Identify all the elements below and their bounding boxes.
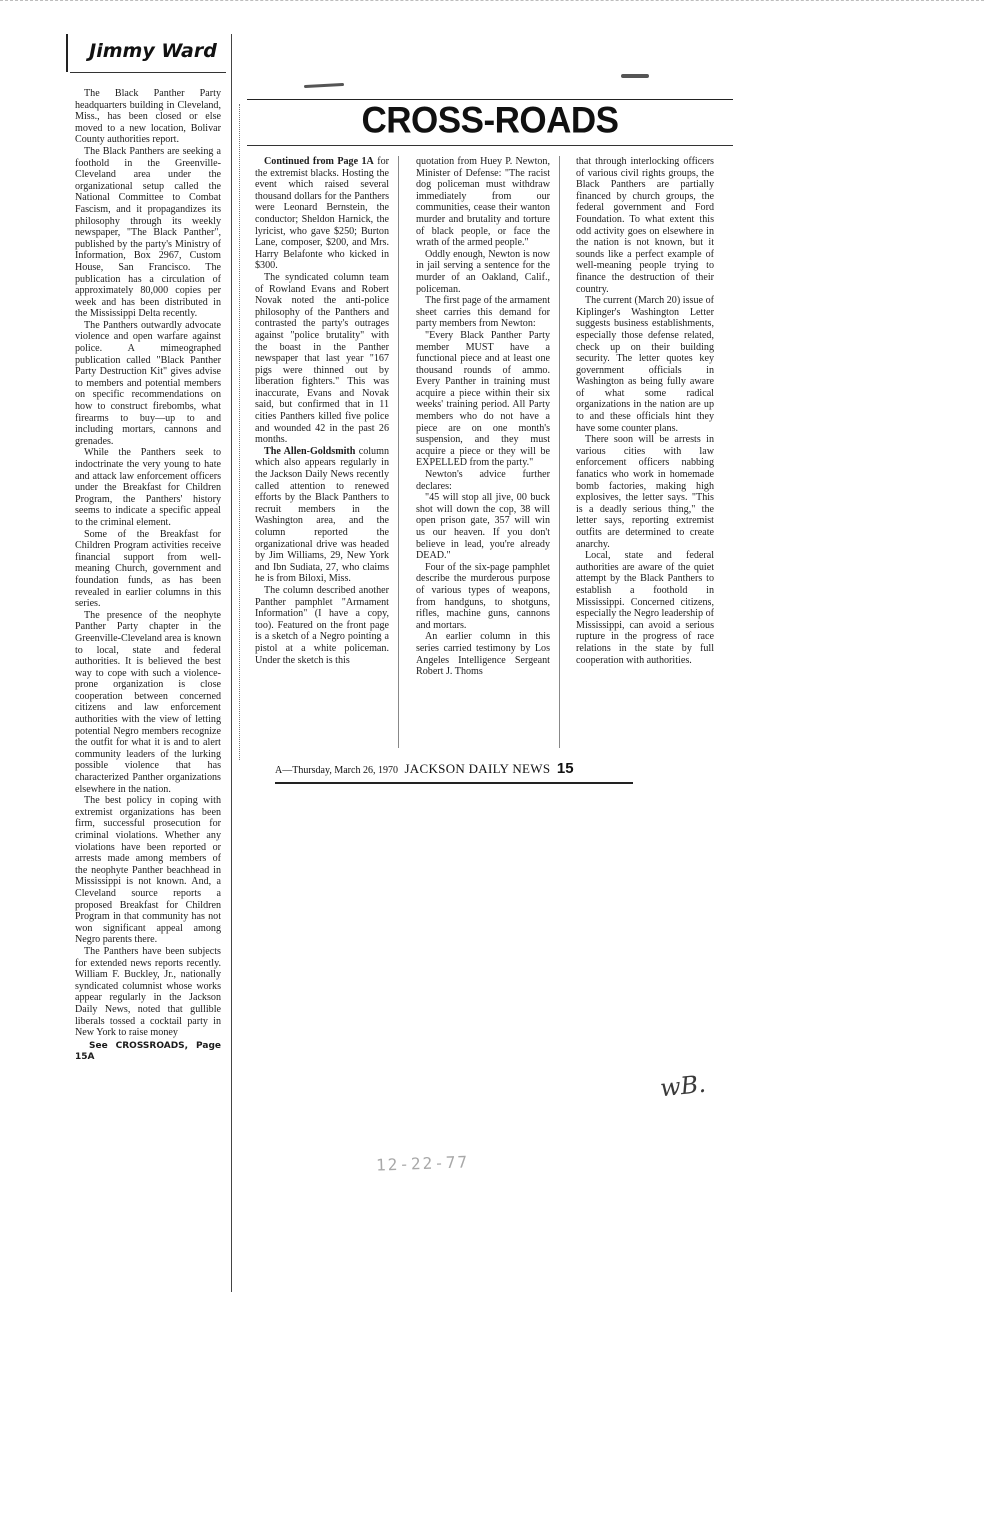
paragraph: The current (March 20) issue of Kiplinger's Washington Letter suggests business establishments, especially those defense related, check up on their building security. The letter quotes key government officials in Washington as being fully aware of what some radical organizations in the nation are up to and these officials hint they have some counter plans. [576,295,714,434]
paragraph: Local, state and federal authorities are aware of the quiet attempt by the Black Panthers to establish a foothold in Mississippi. Concerned citizens, especially the Negro leadership of Mississippi, can avoid a serious rupture in the progress of race relations in the state by full cooperation with authorities. [576,550,714,666]
paragraph: The syndicated column team of Rowland Evans and Robert Novak noted the anti-police philosophy of the Panthers and contrasted the party's outrages against "police brutality" with the boast in the Panther newspaper that last year "167 pigs were thinned out by liberation fighters." This was inaccurate, Evans and Novak said, but confirmed that in 11 cities Panthers killed five police and wounded 42 in the past 26 months. [255,271,389,446]
paragraph [255,156,389,272]
handwritten-date: 12-22-77 [375,1152,470,1175]
article-column-3 [576,156,714,666]
paragraph: "Every Black Panther Party member MUST have a functional piece and at least one thousand rounds of ammo. Every Panther in training must acquire a piece within their six weeks' training period. All Party members who do not have a piece are on one month's suspension, and they must acquire a piece or they will be EXPELLED from the party." [416,329,550,469]
page-top-border [0,0,984,1]
paragraph: The column described another Panther pamphlet "Armament Information" (I have a copy, too). Featured on the front page is a sketch of a Negro pointing a pistol at a white policeman. Under the sketch is this [255,584,389,666]
page-folio [275,760,715,777]
continued-label: Continued from Page 1A [264,156,374,167]
paragraph: quotation from Huey P. Newton, Minister of Defense: "The racist dog policeman must withdraw immediately from our communities, cease their wanton murder and brutality and torture of black people, or face the wrath of the armed people." [416,156,550,249]
paragraph: The Black Panthers are seeking a foothold in the Greenville-Cleveland area under the organizational setup called the National Committee to Combat Fascism, and it propagandizes its philosophy through its weekly newspaper, "The Black Panther", published by the party's Ministry of Information, Box 2967, Custom House, San Francisco. The publication has a circulation of approximately 80,000 copies per week and has been distributed in the Mississippi Delta recently. [75,145,221,320]
paragraph: The Panthers have been subjects for extended news reports recently. William F. Buckley, Jr., nationally syndicated columnist whose works appear regularly in the Jackson Daily News, noted that gullible liberals tossed a cocktail party in New York to raise money [75,945,221,1039]
paragraph [255,446,389,585]
page-number: 15 [556,760,574,777]
column-divider [398,156,399,748]
paragraph: The presence of the neophyte Panther Party chapter in the Greenville-Cleveland area is known to local, state and federal authorities. It is believed the best way to cope with such a violence-prone organization is close cooperation between concerned citizens and law enforcement authorities with the view of letting potential Negro members recognize the outfit for what it is and to alert community leaders of the lurking possible violence that has characterized Panther organizations elsewhere in the nation. [75,609,221,795]
paragraph: that through interlocking officers of various civil rights groups, the Black Panthers are partially financed by church groups, the federal government and Ford Foundation. To what extent this odd activity goes on elsewhere in the nation is not known, but it sounds like a perfect example of well-meaning people trying to finance the destruction of their country. [576,156,714,295]
folio-date: A—Thursday, March 26, 1970 [275,765,398,776]
column-right-rule [231,34,232,1292]
paragraph-text: column which also appears regularly in the Jackson Daily News recently called attention to renewed efforts by the Black Panthers to recruit members in the Washington area, and the column reported the organizational drive was headed by Jim Williams, 29, New York and Ibn Sudiata, 27, who claims he is from Biloxi, Miss. [255,445,389,585]
ink-smudge [304,83,344,88]
headline: CROSS-ROADS [361,100,619,141]
continuation-line: See CROSSROADS, Page 15A [75,1040,221,1063]
paragraph: Four of the six-page pamphlet describe the murderous purpose of various types of weapons, from handguns, to shotguns, rifles, machine guns, cannons and mortars. [416,561,550,631]
paragraph: The Panthers outwardly advocate violence and open warfare against police. A mimeographed publication called "Black Panther Party Destruction Kit" gives advise to members and potential members on specific recommendations on how to construct firebombs, what firearms to buy—up to and including mortars, cannons and grenades. [75,319,221,447]
paragraph: Oddly enough, Newton is now in jail serving a sentence for the murder of an Oakland, Calif., policeman. [416,248,550,295]
paragraph: While the Panthers seek to indoctrinate the very young to hate and attack law enforcement officers under the Breakfast for Children Program, the Panthers' history seems to indicate a specific appeal to the criminal element. [75,447,221,528]
jimmy-ward-column [66,34,232,1292]
newspaper-name: JACKSON DAILY NEWS [404,761,551,776]
paragraph: The best policy in coping with extremist organizations has been firm, successful prosecution for criminal violations. Whether any violations have been reported or arrests made among members of the neophyte Panther beachhead in Mississippi is not known. And, a Cleveland source reports a proposed Breakfast for Children Program in that community has not won significant appeal among Negro parents there. [75,795,221,946]
left-column-body [75,88,221,1073]
paragraph-text: for the extremist blacks. Hosting the event which raised several thousand dollars for the Panthers were Leonard Bernstein, the conductor; Sheldon Harnick, the lyricist, who gave $250; Burton Lane, composer, $200, and Mrs. Harry Belafonte who kicked in $300. [255,156,389,272]
column-divider [559,156,560,748]
paragraph: The Black Panther Party headquarters building in Cleveland, Miss., has been closed or else moved to a new location, Bolivar County authorities report. [75,88,221,146]
crossroads-clipping [239,78,734,788]
clipping-edge [239,104,240,760]
paragraph: Some of the Breakfast for Children Program activities receive financial support from well-meaning Church, government and foundation funds, as has been revealed in earlier columns in this series. [75,528,221,610]
byline-left-rule [66,34,68,72]
article-column-1 [255,156,389,666]
headline-bottom-rule [247,145,733,146]
folio-rule [275,782,633,784]
paragraph: Newton's advice further declares: [416,469,550,492]
column-name: The Allen-Goldsmith [264,445,356,457]
paragraph: "45 will stop all jive, 00 buck shot will down the cop, 38 will open prison gate, 357 will win us our heaven. If you don't believe in lead, you're already DEAD." [416,492,550,562]
paragraph: The first page of the armament sheet carries this demand for party members from Newton: [416,295,550,330]
paragraph: There soon will be arrests in various cities with law enforcement officers nabbing fanatics who work in homemade bomb factories, making high explosives, the letter says. "This is a deadly serious thing," the letter says, reporting extremist outfits are determined to create anarchy. [576,434,714,550]
article-column-2 [416,156,550,678]
byline-rule [70,72,226,73]
ink-smudge [621,74,649,78]
handwritten-initials: wB. [658,1069,708,1103]
byline: Jimmy Ward [89,40,217,62]
paragraph: An earlier column in this series carried testimony by Los Angeles Intelligence Sergeant Robert J. Thoms [416,631,550,678]
